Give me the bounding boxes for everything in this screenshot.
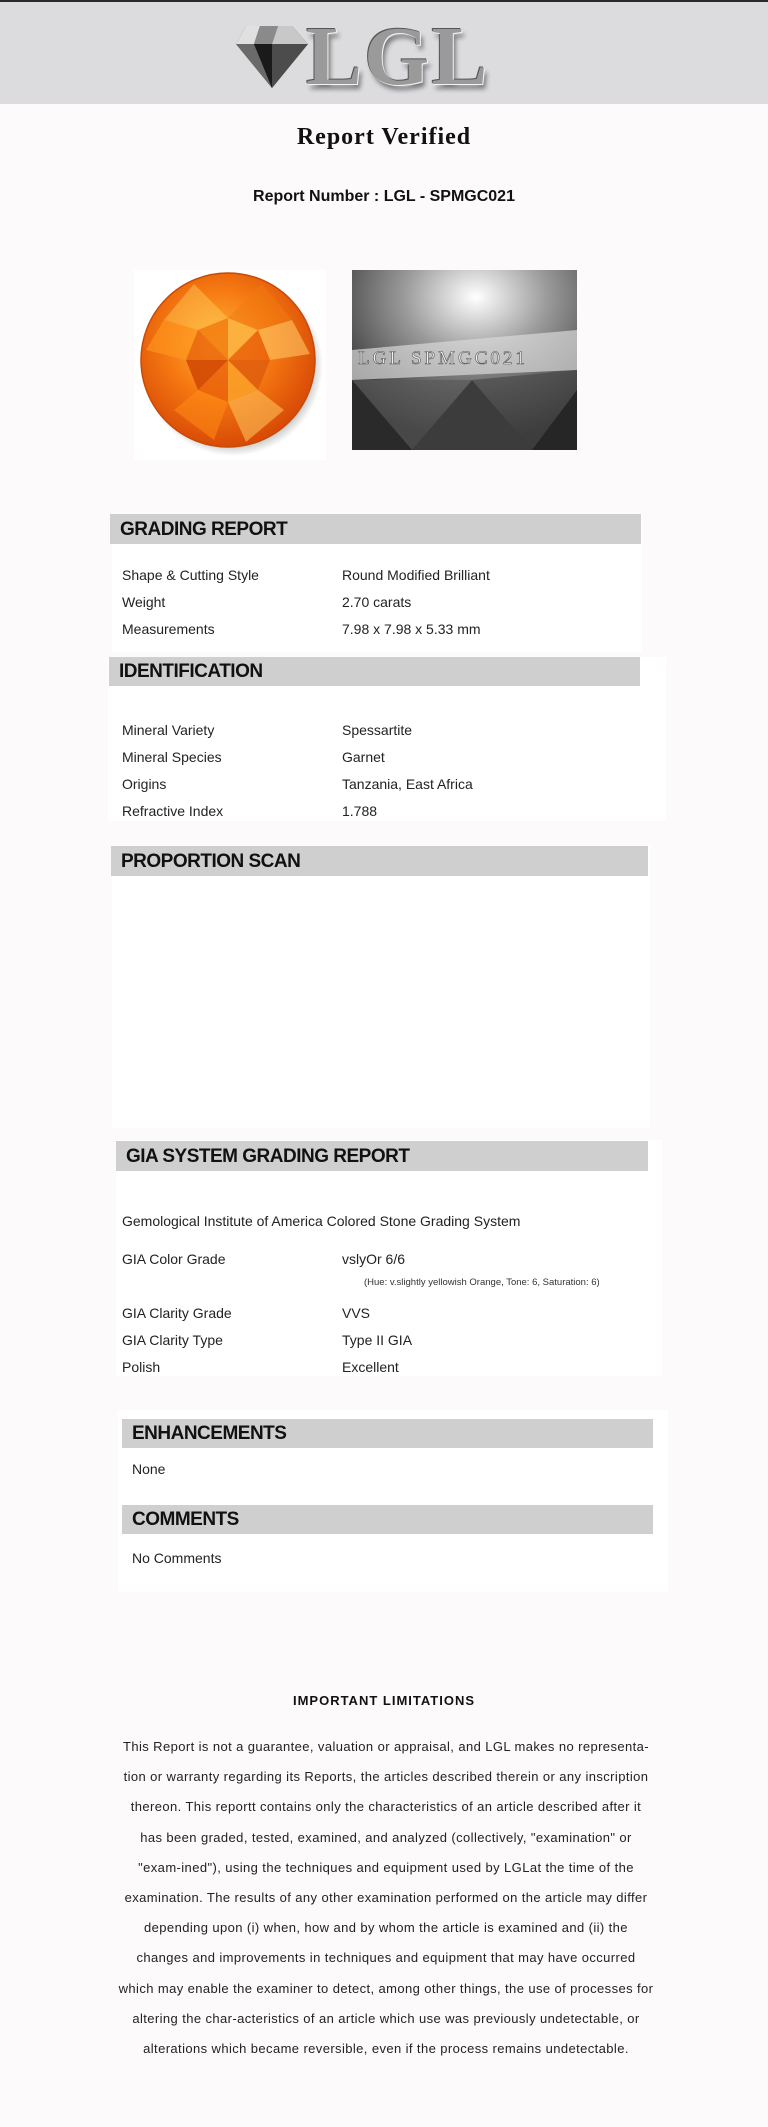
inscription-text: LGL SPMGC021 <box>358 348 528 369</box>
row-value: vslyOr 6/6 <box>342 1251 406 1267</box>
row-value: 1.788 <box>342 803 378 819</box>
page-title: Report Verified <box>296 124 472 150</box>
proportion-scan-card <box>112 846 650 1128</box>
row-label: Mineral Species <box>122 749 222 765</box>
grading-row-shape <box>122 567 622 587</box>
proportion-scan-heading: PROPORTION SCAN <box>111 846 648 876</box>
gia-report-heading: GIA SYSTEM GRADING REPORT <box>116 1141 648 1171</box>
row-label: Shape & Cutting Style <box>122 567 259 583</box>
row-value: Garnet <box>342 749 385 765</box>
row-value: Spessartite <box>342 722 413 738</box>
row-label: Weight <box>122 594 166 610</box>
gia-row-color-grade <box>122 1251 622 1271</box>
row-label: GIA Color Grade <box>122 1251 226 1267</box>
row-value: Excellent <box>342 1359 399 1375</box>
gia-row-clarity-grade <box>122 1305 622 1325</box>
enhancements-text: None <box>132 1461 166 1477</box>
identification-row-variety <box>122 722 622 742</box>
row-label: GIA Clarity Type <box>122 1332 223 1348</box>
report-number: Report Number : LGL - SPMGC021 <box>253 188 515 205</box>
identification-heading: IDENTIFICATION <box>109 657 640 686</box>
grading-report-heading: GRADING REPORT <box>110 514 641 544</box>
limitations-text: This Report is not a guarantee, valuation or appraisal, and LGL makes no representa-tion or warranty regarding its Reports, the articles described therein or any inscription thereon. This reportt contains only the characteristics of an article described after it has been graded, tested, examined, and analyzed (collectively, "examination" or "exam-ined"), using the techniques and equipment used by LGLat the time of the examination. The results of any other examination performed on the article may differ depending upon (i) when, how and by whom the article is examined and (ii) the changes and improvements in techniques and equipment that may have occurred which may enable the examiner to detect, among other things, the use of processes for altering the char-acteristics of an article which use was previously undetectable, or alterations which became reversible, even if the process remains undetectable. <box>118 1739 654 2057</box>
limitations-heading: IMPORTANT LIMITATIONS <box>292 1693 476 1708</box>
row-value: Type II GIA <box>342 1332 413 1348</box>
identification-row-refractive-index <box>122 803 622 823</box>
gia-row-polish <box>122 1359 622 1379</box>
row-label: Measurements <box>122 621 215 637</box>
row-label: Polish <box>122 1359 161 1375</box>
laser-inscription-photo <box>352 270 577 450</box>
row-value: 7.98 x 7.98 x 5.33 mm <box>342 621 481 637</box>
gia-row-clarity-type <box>122 1332 622 1352</box>
lgl-logo[interactable] <box>232 10 492 103</box>
logo-wordmark: LGL <box>306 10 490 103</box>
identification-row-species <box>122 749 622 769</box>
row-label: GIA Clarity Grade <box>122 1305 232 1321</box>
row-value: 2.70 carats <box>342 594 412 610</box>
gia-color-note: (Hue: v.slightly yellowish Orange, Tone: 6, Saturation: 6) <box>364 1277 600 1288</box>
row-value: Tanzania, East Africa <box>342 776 473 792</box>
row-value: Round Modified Brilliant <box>342 567 490 583</box>
grading-row-weight <box>122 594 622 614</box>
identification-row-origins <box>122 776 622 796</box>
comments-text: No Comments <box>132 1550 222 1566</box>
row-label: Origins <box>122 776 167 792</box>
gia-system-name: Gemological Institute of America Colored Stone Grading System <box>122 1213 521 1229</box>
comments-heading: COMMENTS <box>122 1505 653 1534</box>
row-label: Mineral Variety <box>122 722 215 738</box>
row-value: VVS <box>342 1305 371 1321</box>
grading-row-measurements <box>122 621 622 641</box>
spessartite-gem-image <box>134 270 326 460</box>
gemstone-photo <box>134 270 326 460</box>
enhancements-heading: ENHANCEMENTS <box>122 1419 653 1448</box>
row-label: Refractive Index <box>122 803 224 819</box>
inscription-image <box>352 270 577 450</box>
diamond-logo-icon <box>232 22 312 92</box>
site-header <box>0 2 768 104</box>
